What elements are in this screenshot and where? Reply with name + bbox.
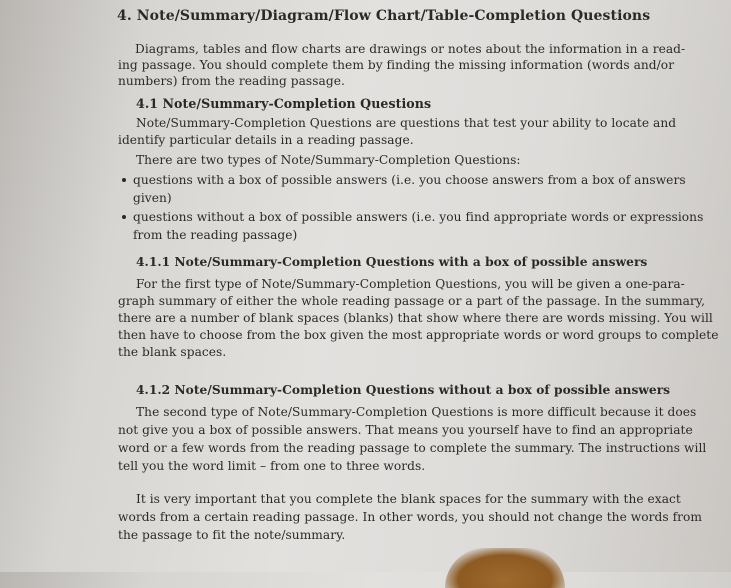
bullet-1-line-2: given) bbox=[133, 191, 172, 205]
section-4-intro-line-2: ing passage. You should complete them by finding the missing information (words and/or bbox=[118, 58, 675, 72]
section-4-1-2-para2-line-1: It is very important that you complete the blank spaces for the summary with the exact bbox=[136, 492, 681, 506]
section-4-1-2-para2-line-2: words from a certain reading passage. In other words, you should not change the words from bbox=[118, 510, 703, 524]
bullet-marker-2 bbox=[122, 215, 126, 219]
section-4-1-heading: 4.1 Note/Summary-Completion Questions bbox=[136, 96, 432, 111]
bullet-2-line-1: questions without a box of possible answers (i.e. you find appropriate words or expressions bbox=[133, 210, 704, 224]
section-4-1-1-body-line-4: then have to choose from the box given the most appropriate words or word groups to complete bbox=[118, 328, 719, 342]
section-4-intro-line-3: numbers) from the reading passage. bbox=[118, 74, 345, 88]
section-4-1-1-body-line-2: graph summary of either the whole reading passage or a part of the passage. In the summary, bbox=[118, 294, 706, 308]
section-4-1-2-body-line-3: word or a few words from the reading passage to complete the summary. The instructions will bbox=[118, 441, 707, 455]
bullet-2-line-2: from the reading passage) bbox=[133, 228, 298, 242]
section-4-heading: 4. Note/Summary/Diagram/Flow Chart/Table-Completion Questions bbox=[117, 8, 651, 24]
section-4-1-types-intro: There are two types of Note/Summary-Completion Questions: bbox=[136, 153, 521, 167]
section-4-1-1-body-line-1: For the first type of Note/Summary-Completion Questions, you will be given a one-para- bbox=[136, 277, 685, 291]
section-4-1-body-line-2: identify particular details in a reading passage. bbox=[118, 133, 414, 147]
section-4-1-2-body-line-1: The second type of Note/Summary-Completion Questions is more difficult because it does bbox=[136, 405, 697, 419]
bullet-1-line-1: questions with a box of possible answers (i.e. you choose answers from a box of answers bbox=[133, 173, 686, 187]
bullet-marker-1 bbox=[122, 178, 126, 182]
section-4-1-2-body-line-4: tell you the word limit – from one to three words. bbox=[118, 459, 426, 473]
section-4-1-2-body-line-2: not give you a box of possible answers. That means you yourself have to find an appropriate bbox=[118, 423, 693, 437]
section-4-1-2-para2-line-3: the passage to fit the note/summary. bbox=[118, 528, 346, 542]
section-4-1-body-line-1: Note/Summary-Completion Questions are questions that test your ability to locate and bbox=[136, 116, 677, 130]
section-4-1-1-heading: 4.1.1 Note/Summary-Completion Questions with a box of possible answers bbox=[136, 255, 648, 269]
section-4-1-1-body-line-3: there are a number of blank spaces (blanks) that show where there are words missing. You will bbox=[118, 311, 713, 325]
section-4-intro-line-1: Diagrams, tables and flow charts are drawings or notes about the information in a read- bbox=[135, 42, 686, 56]
thumb-shadow bbox=[445, 548, 565, 588]
section-4-1-1-body-line-5: the blank spaces. bbox=[118, 345, 227, 359]
section-4-1-2-heading: 4.1.2 Note/Summary-Completion Questions without a box of possible answers bbox=[136, 383, 671, 397]
